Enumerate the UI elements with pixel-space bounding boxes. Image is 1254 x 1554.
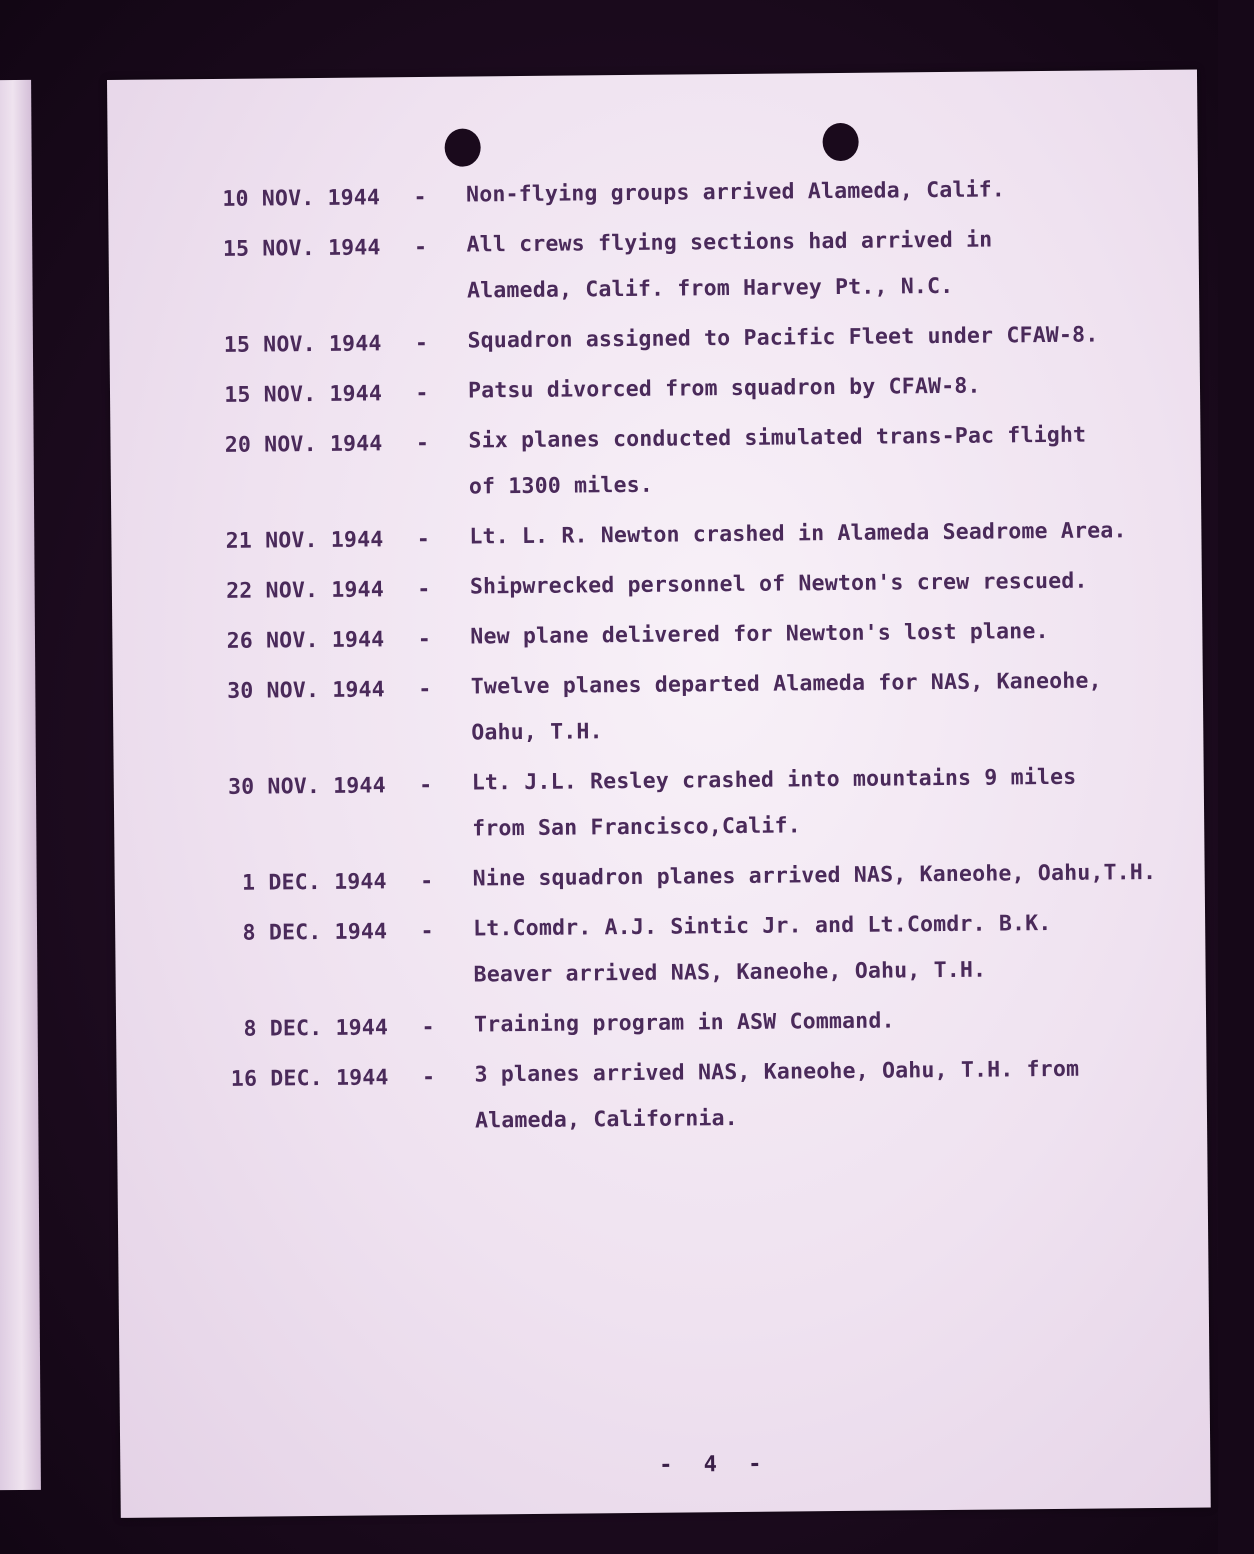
entry-dash: -: [413, 184, 427, 211]
entry-date: 30 NOV. 1944: [227, 773, 386, 800]
entry-dash: -: [416, 526, 431, 553]
chronology-entry: [203, 912, 1204, 1002]
entry-description-line: New plane delivered for Newton's lost plane.: [470, 618, 1049, 650]
chronology-entry: [202, 766, 1203, 856]
entry-date: 15 NOV. 1944: [223, 331, 382, 358]
entry-description-line: Squadron assigned to Pacific Fleet under CFAW-8.: [467, 322, 1099, 354]
entry-description: [467, 312, 1157, 365]
entry-description: [468, 412, 1159, 511]
entry-date: 15 NOV. 1944: [224, 381, 383, 408]
adjacent-page-edge: [0, 80, 41, 1490]
chronology-entry: [204, 1058, 1205, 1148]
chronology-entry: [200, 620, 1200, 664]
entry-dash: -: [413, 234, 428, 261]
entry-date: 30 NOV. 1944: [227, 677, 385, 704]
entry-dash: -: [421, 1014, 435, 1041]
entry-description-line: Oahu, T.H.: [471, 719, 603, 746]
chronology-entry: [197, 324, 1197, 368]
entry-description: [466, 166, 1156, 219]
entry-description: [473, 900, 1164, 999]
entry-description-line: Lt.Comdr. A.J. Sintic Jr. and Lt.Comdr. B.K.: [473, 910, 1052, 942]
entry-description-line: Twelve planes departed Alameda for NAS, Kaneohe,: [470, 668, 1102, 700]
chronology-entry: [200, 570, 1200, 614]
entry-dash: -: [421, 1064, 436, 1091]
entry-description-line: Non-flying groups arrived Alameda, Calif.: [466, 177, 1006, 208]
entry-date: 8 DEC. 1944: [242, 919, 388, 946]
chronology-entry: [196, 178, 1196, 222]
entry-date: 26 NOV. 1944: [226, 627, 385, 654]
entry-description-line: Alameda, Calif. from Harvey Pt., N.C.: [466, 273, 954, 304]
entry-description: [470, 608, 1160, 661]
chronology-entry: [199, 520, 1199, 564]
entry-description: [474, 996, 1164, 1049]
entry-dash: -: [417, 626, 432, 653]
entry-dash: -: [418, 676, 432, 703]
entry-dash: -: [417, 576, 431, 603]
punch-hole-right: [822, 123, 858, 161]
entry-date: 20 NOV. 1944: [224, 431, 383, 458]
chronology-entry: [198, 374, 1198, 418]
entry-description-line: 3 planes arrived NAS, Kaneohe, Oahu, T.H. from: [474, 1056, 1080, 1088]
entry-description-line: Nine squadron planes arrived NAS, Kaneohe, Oahu,T.H.: [472, 859, 1157, 892]
entry-description: [466, 216, 1157, 315]
chronology-list: [196, 178, 1205, 1164]
entry-date: 1 DEC. 1944: [242, 869, 387, 896]
entry-dash: -: [420, 918, 434, 945]
entry-dash: -: [414, 330, 429, 357]
entry-dash: -: [420, 868, 434, 895]
entry-description: [471, 658, 1162, 757]
entry-description: [472, 754, 1163, 853]
chronology-entry: [197, 228, 1198, 318]
entry-description-line: All crews flying sections had arrived in: [466, 227, 993, 258]
entry-description-line: Alameda, California.: [474, 1105, 739, 1134]
entry-description: [468, 362, 1158, 415]
chronology-entry: [198, 424, 1199, 514]
entry-description-line: Lt. L. R. Newton crashed in Alameda Seadrome Area.: [469, 518, 1127, 550]
entry-description-line: Lt. J.L. Resley crashed into mountains 9 miles: [471, 764, 1077, 796]
entry-description-line: from San Francisco,Calif.: [472, 813, 801, 842]
entry-description-line: Six planes conducted simulated trans-Pac flight: [468, 422, 1087, 454]
entry-dash: -: [419, 772, 433, 799]
entry-description-line: Shipwrecked personnel of Newton's crew rescued.: [469, 568, 1088, 600]
entry-description-line: Training program in ASW Command.: [473, 1008, 895, 1038]
entry-date: 8 DEC. 1944: [243, 1015, 389, 1042]
entry-date: 16 DEC. 1944: [230, 1065, 389, 1092]
entry-dash: -: [415, 380, 429, 407]
entry-description-line: of 1300 miles.: [468, 472, 654, 500]
entry-description: [470, 558, 1160, 611]
punch-hole-left: [444, 128, 480, 166]
entry-date: 21 NOV. 1944: [225, 527, 384, 554]
entry-description: [472, 850, 1162, 903]
entry-date: 10 NOV. 1944: [222, 185, 381, 212]
entry-description: [474, 1046, 1165, 1145]
chronology-entry: [201, 670, 1202, 760]
entry-date: 22 NOV. 1944: [226, 577, 385, 604]
entry-description: [469, 508, 1159, 561]
entry-dash: -: [415, 430, 430, 457]
chronology-entry: [204, 1008, 1204, 1052]
entry-description-line: Beaver arrived NAS, Kaneohe, Oahu, T.H.: [473, 957, 987, 988]
entry-date: 15 NOV. 1944: [222, 235, 381, 262]
entry-description-line: Patsu divorced from squadron by CFAW-8.: [467, 373, 981, 404]
chronology-entry: [203, 859, 1203, 906]
page-number: - 4 -: [659, 1451, 762, 1478]
dark-border: [1218, 0, 1254, 1554]
document-page: [107, 70, 1211, 1518]
